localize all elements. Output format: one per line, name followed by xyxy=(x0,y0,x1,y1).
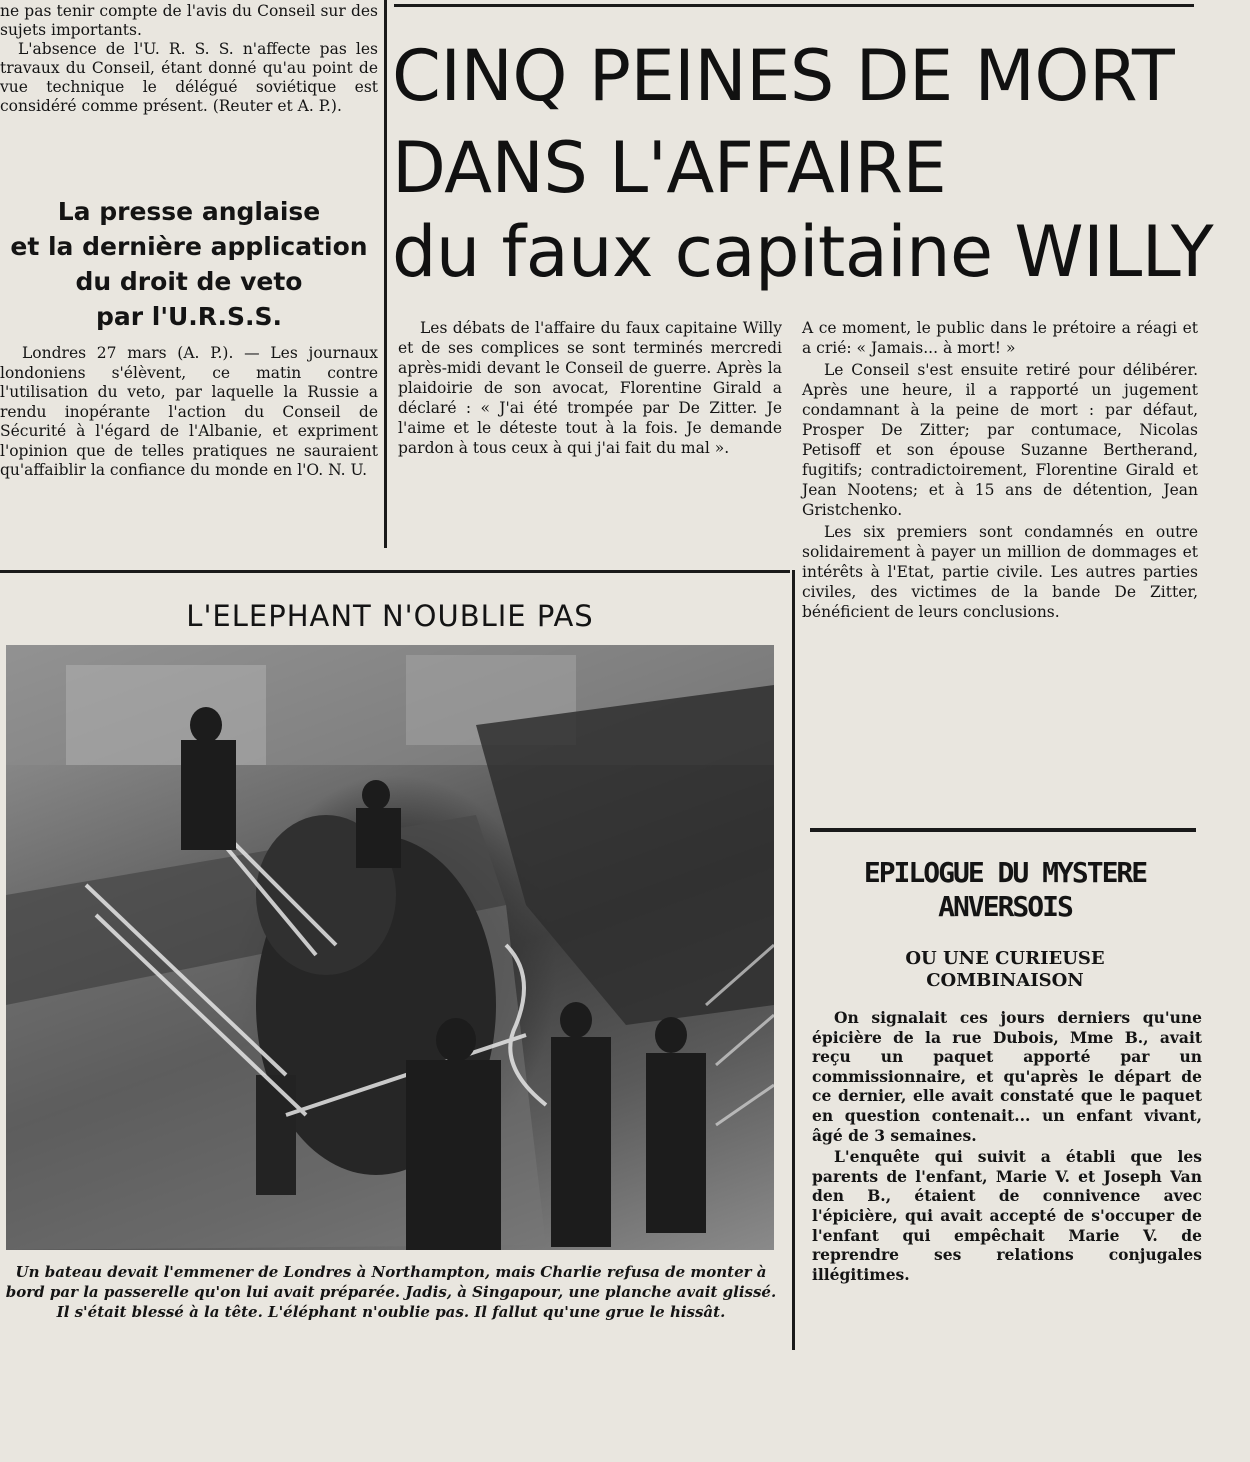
epilogue-top-rule xyxy=(810,828,1196,832)
main-col2-paragraph-3: Les six premiers sont condamnés en outre solidairement à payer un million de dommages et intérêts à l'Etat, partie civile. Les autres parties civiles, des victimes de la bande De Zitter, bénéficient de leurs conclusions. xyxy=(802,523,1198,621)
main-col1-paragraph: Les débats de l'affaire du faux capitaine Willy et de ses complices se sont terminés mercredi après-midi devant le Conseil de guerre. Après la plaidoirie de son avocat, Florentine Girald a déclaré : « J'ai été trompée par De Zitter. Je l'aime et le déteste tout à la fois. Je demande pardon à tous ceux à qui j'ai fait du mal ». xyxy=(398,319,782,457)
photo-title: L'ELEPHANT N'OUBLIE PAS xyxy=(186,599,594,633)
fragment-paragraph-1: ne pas tenir compte de l'avis du Conseil sur des sujets importants. xyxy=(0,2,378,39)
main-col2-paragraph-1: A ce moment, le public dans le prétoire a réagi et a crié: « Jamais... à mort! » xyxy=(802,319,1198,357)
main-headline-line1: CINQ PEINES DE MORT xyxy=(392,35,1175,117)
main-headline-line3: du faux capitaine WILLY xyxy=(392,211,1214,293)
photo-caption: Un bateau devait l'emmener de Londres à Northampton, mais Charlie refusa de monter à bord par la passerelle qu'on lui avait préparée. Jadis, à Singapour, une planche avait glissé. Il s'était blessé à la tête. L'éléphant n'oublie pas. Il fallut qu'une grue le hissât. xyxy=(5,1263,777,1321)
epilogue-paragraph-2: L'enquête qui suivit a établi que les parents de l'enfant, Marie V. et Joseph Van den B., étaient de connivence avec l'épicière, qui avait accepté de s'occuper de l'enfant qui empêchait Marie V. de reprendre ses relations conjugales illégitimes. xyxy=(812,1147,1202,1284)
headline-top-rule xyxy=(394,4,1194,7)
column-divider-photo xyxy=(792,570,795,1350)
elephant-photo xyxy=(6,645,774,1250)
main-col2-paragraph-2: Le Conseil s'est ensuite retiré pour délibérer. Après une heure, il a rapporté un jugement condamnant à la peine de mort : par défaut, Prosper De Zitter; par contumace, Nicolas Petisoff et son épouse Suzanne Bertherand, fugitifs; contradictoirement, Florentine Girald et Jean Nootens; et à 15 ans de détention, Jean Gristchenko. xyxy=(802,361,1198,519)
epilogue-paragraph-1: On signalait ces jours derniers qu'une épicière de la rue Dubois, Mme B., avait reçu un paquet apporté par un commissionnaire, et qu'après le départ de ce dernier, elle avait constaté que le paquet en question contenait... un enfant vivant, âgé de 3 semaines. xyxy=(812,1008,1202,1145)
photo-top-rule xyxy=(0,570,790,573)
epilogue-body xyxy=(812,1008,1202,1286)
main-article-col2 xyxy=(802,318,1198,624)
main-headline-line2: DANS L'AFFAIRE xyxy=(392,127,947,209)
main-article-col1 xyxy=(398,318,782,460)
fragment-paragraph-2: L'absence de l'U. R. S. S. n'affecte pas les travaux du Conseil, étant donné qu'au point de vue technique le délégué soviétique est considéré comme présent. (Reuter et A. P.). xyxy=(0,40,378,115)
left-headline: La presse anglaise et la dernière application du droit de veto par l'U.R.S.S. xyxy=(10,197,368,331)
elephant-photo-illustration xyxy=(6,645,774,1250)
column-divider-left xyxy=(384,0,387,548)
left-article-body xyxy=(0,344,378,483)
epilogue-title: EPILOGUE DU MYSTERE ANVERSOIS xyxy=(863,856,1147,923)
epilogue-subtitle: OU UNE CURIEUSE COMBINAISON xyxy=(905,948,1105,991)
left-body-paragraph: Londres 27 mars (A. P.). — Les journaux londoniens s'élèvent, ce matin contre l'utilisation du veto, par laquelle la Russie a rendu inopérante l'action du Conseil de Sécurité à l'égard de l'Albanie, et expriment l'opinion que de telles pratiques ne sauraient qu'affaiblir la confiance du monde en l'O. N. U. xyxy=(0,344,378,479)
left-article-fragment xyxy=(0,2,378,116)
